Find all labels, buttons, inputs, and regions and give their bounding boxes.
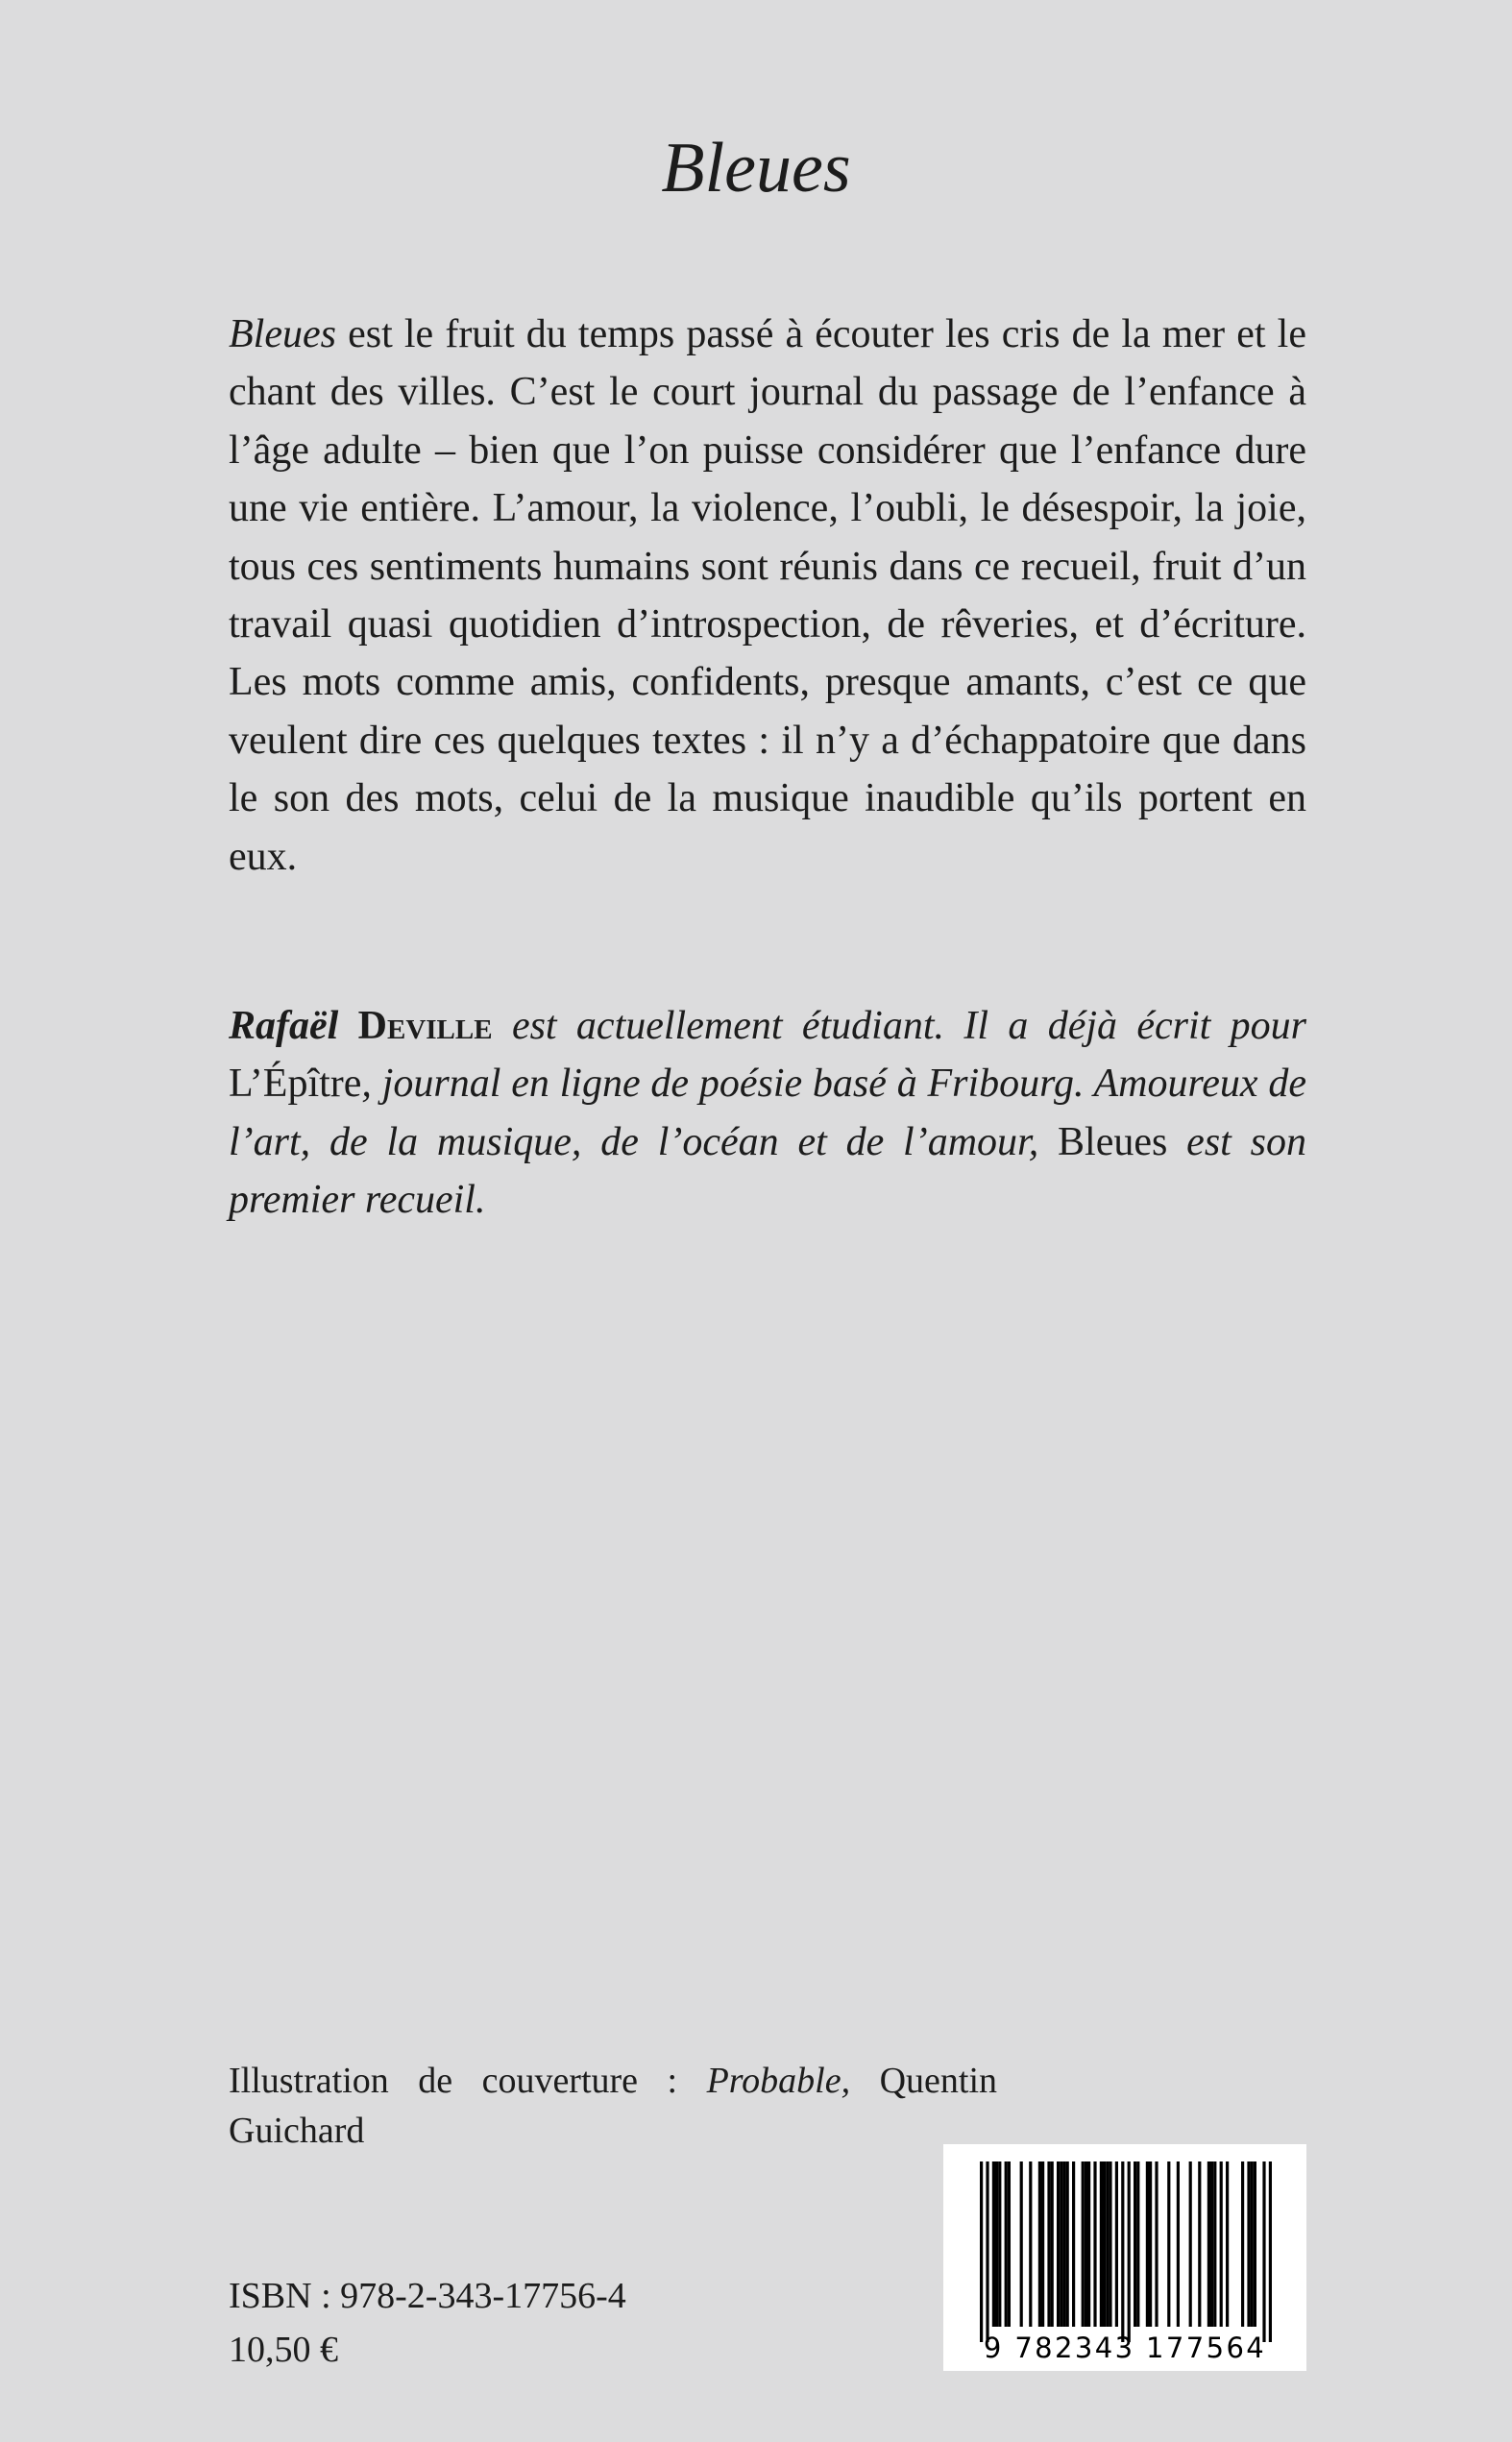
barcode-bar [986, 2161, 988, 2342]
barcode-bar [1038, 2161, 1041, 2327]
barcode-bar [1109, 2161, 1111, 2327]
barcode-bar [1085, 2161, 1087, 2327]
book-blurb [229, 305, 1306, 886]
book-name: Bleues [1058, 1119, 1168, 1164]
blurb-title-italic: Bleues [229, 312, 336, 356]
barcode-bar [1060, 2161, 1062, 2327]
barcode-bar [1051, 2161, 1054, 2327]
barcode-bar [1047, 2161, 1050, 2327]
barcode-bar [1210, 2161, 1213, 2327]
barcode-bar [992, 2161, 995, 2327]
barcode-bar [1189, 2161, 1192, 2327]
bio-text-1: est actuellement étudiant. Il a déjà écrit pour [492, 1004, 1306, 1048]
barcode-bar [995, 2161, 998, 2327]
barcode-digits: 9 782343 177564 [983, 2332, 1267, 2364]
bio-text-2: , journal en ligne de poésie basé à Fribourg. Amoureux de l’art, de la musique, de l’océan et de l’amour, [229, 1062, 1306, 1164]
bio-text-3: est son premier recueil. [229, 1119, 1306, 1223]
credit-work: Probable, [706, 2061, 851, 2101]
barcode-bar [1226, 2161, 1229, 2327]
barcode-bar [1072, 2161, 1075, 2327]
barcode-bar [1198, 2161, 1201, 2327]
barcode-bar [1057, 2161, 1060, 2327]
barcode-bar [1136, 2161, 1139, 2327]
barcode-bar [1066, 2161, 1069, 2327]
author-name [229, 1004, 493, 1048]
barcode-bar [1029, 2161, 1032, 2327]
book-title: Bleues [661, 129, 851, 208]
credit-prefix: Illustration de couverture : [229, 2061, 707, 2101]
journal-name: L’Épître [229, 1062, 362, 1107]
barcode-bar [1134, 2161, 1136, 2327]
barcode-bar [1177, 2161, 1180, 2327]
barcode-bar [998, 2161, 1001, 2327]
barcode-bar [1207, 2161, 1210, 2327]
barcode-bar [1082, 2161, 1085, 2327]
barcode-bar [1005, 2161, 1008, 2327]
barcode-bar [1106, 2161, 1109, 2327]
barcode-bar [1167, 2161, 1170, 2327]
barcode-bar [1128, 2161, 1131, 2342]
author-first-name: Rafaël [229, 1004, 339, 1048]
barcode-bar [1247, 2161, 1250, 2327]
barcode-bar [1220, 2161, 1223, 2327]
author-bio [229, 997, 1306, 1230]
barcode-bar [1062, 2161, 1065, 2327]
barcode-bar [980, 2161, 983, 2342]
price-text: 10,50 € [229, 2330, 338, 2370]
barcode-bar [1149, 2161, 1152, 2327]
credit-artist: Quentin Guichard [229, 2061, 997, 2151]
barcode-bar [1103, 2161, 1106, 2327]
barcode-bar [1121, 2161, 1124, 2342]
barcode-bar [1269, 2161, 1272, 2342]
author-last-name: Deville [357, 1004, 493, 1048]
barcode-bar [1020, 2161, 1023, 2327]
barcode-bar [1100, 2161, 1103, 2327]
barcode-bar [1041, 2161, 1044, 2327]
barcode-bar [1146, 2161, 1149, 2327]
blurb-text: est le fruit du temps passé à écouter les cris de la mer et le chant des villes. C’est le court journal du passage de l’enfance à l’âge adulte – bien que l’on puisse considérer que l’enfance dure une vie entière. L’amour, la violence, l’oubli, le désespoir, la joie, tous ces sentiments humains sont réunis dans ce recueil, fruit d’un travail quasi quotidien d’introspection, de rêveries, et d’écriture. Les mots comme amis, confidents, presque amants, c’est ce que veulent dire ces quelques textes : il n’y a d’échappatoire que dans le son des mots, celui de la musique inaudible qu’ils portent en eux. [229, 312, 1306, 879]
barcode-bar [1087, 2161, 1090, 2327]
barcode-bar [1008, 2161, 1011, 2327]
barcode-bar [1254, 2161, 1256, 2327]
barcode-bar [1251, 2161, 1254, 2327]
barcode-bar [1093, 2161, 1096, 2327]
barcode-bar [1262, 2161, 1265, 2342]
barcode [943, 2144, 1306, 2371]
isbn-text: ISBN : 978-2-343-17756-4 [229, 2276, 626, 2316]
barcode-bar [1241, 2161, 1244, 2327]
barcode-bar [1155, 2161, 1158, 2327]
cover-credit [229, 2056, 997, 2156]
barcode-bar [1213, 2161, 1216, 2327]
barcode-bar [1115, 2161, 1118, 2327]
